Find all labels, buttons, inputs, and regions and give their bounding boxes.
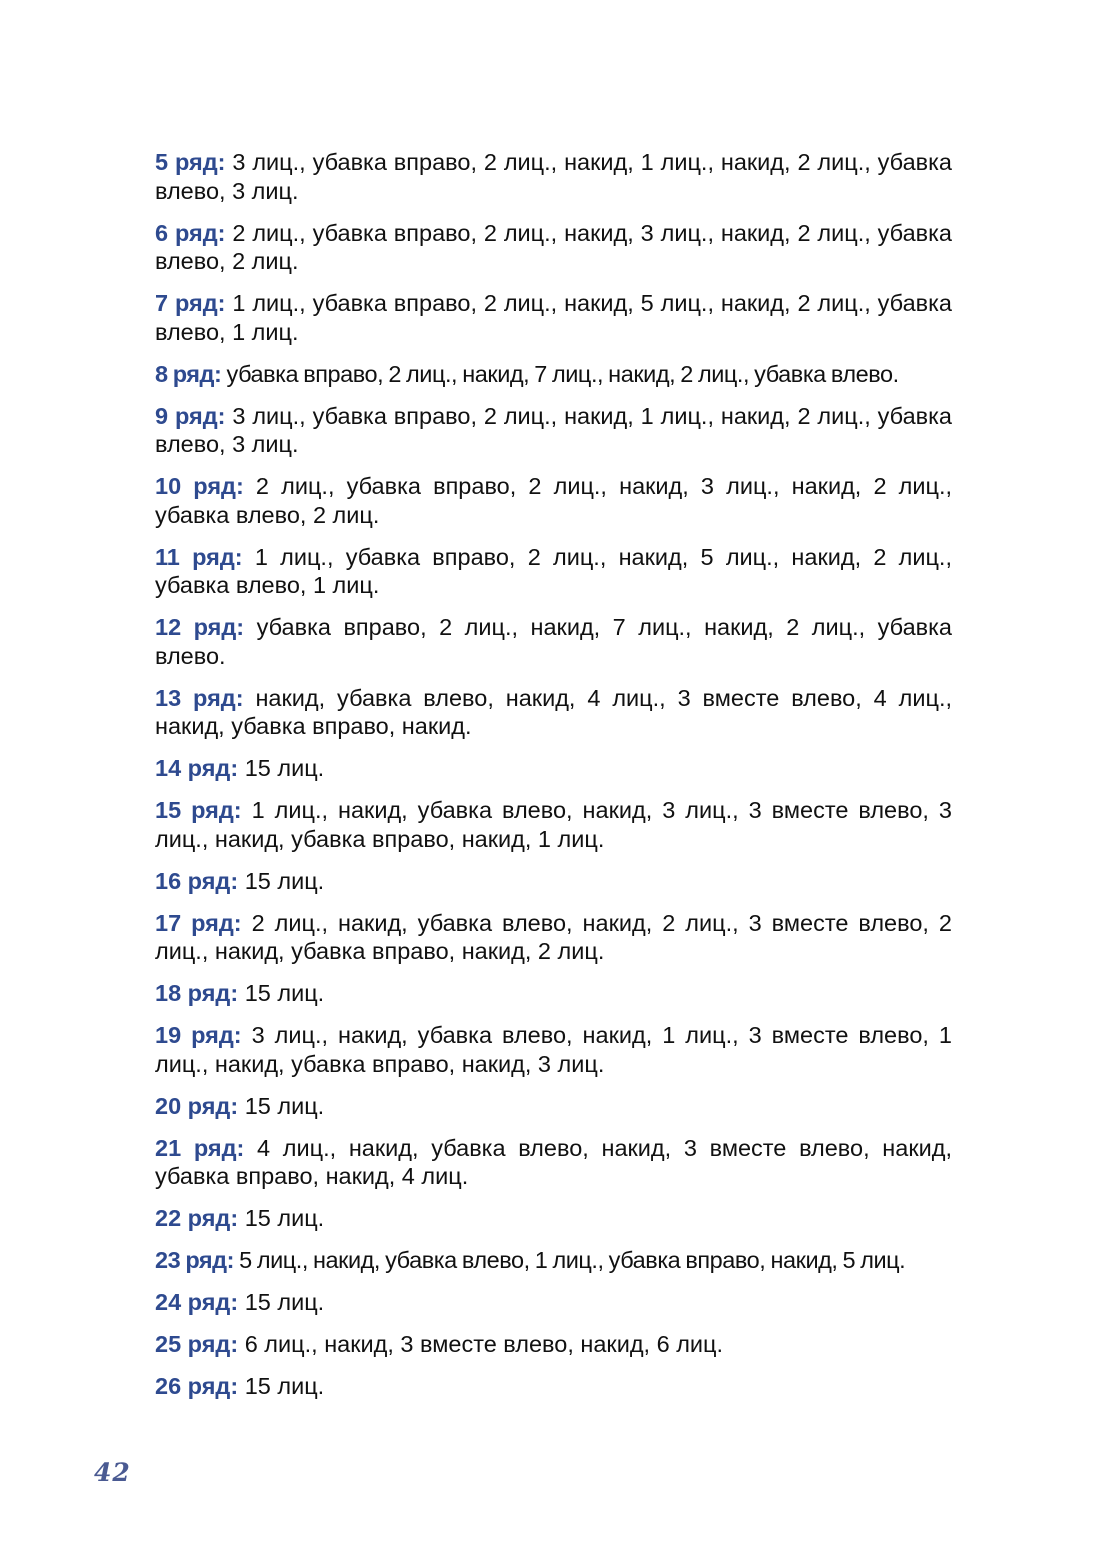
row-instruction (155, 1134, 952, 1191)
row-label: 5 ряд: (155, 149, 226, 175)
row-instruction (155, 754, 952, 783)
row-label: 9 ряд: (155, 402, 226, 429)
row-label: 24 ряд: (155, 1289, 239, 1315)
row-instruction (155, 684, 952, 741)
row-instruction (155, 360, 952, 389)
row-text: накид, убавка влево, накид, 4 лиц., 3 вместе влево, 4 лиц., накид, убавка вправо, накид. (155, 684, 952, 739)
row-instruction (155, 1288, 952, 1317)
row-text: 3 лиц., убавка вправо, 2 лиц., накид, 1 лиц., накид, 2 лиц., убавка влево, 3 лиц. (155, 402, 952, 457)
row-label: 11 ряд: (155, 543, 243, 570)
row-instruction (155, 1246, 952, 1275)
row-text: 3 лиц., убавка вправо, 2 лиц., накид, 1 лиц., накид, 2 лиц., убавка влево, 3 лиц. (155, 149, 952, 204)
row-text: 6 лиц., накид, 3 вместе влево, накид, 6 лиц. (244, 1331, 724, 1357)
row-text: 2 лиц., убавка вправо, 2 лиц., накид, 3 лиц., накид, 2 лиц., убавка влево, 2 лиц. (155, 473, 953, 528)
row-label: 23 ряд: (155, 1247, 235, 1273)
row-text: 3 лиц., накид, убавка влево, накид, 1 лиц., 3 вместе влево, 1 лиц., накид, убавка вправо, накид, 3 лиц. (155, 1022, 952, 1077)
row-instruction (155, 1330, 952, 1359)
row-instruction (155, 543, 952, 600)
row-instruction (155, 1372, 952, 1401)
row-instruction (155, 979, 952, 1008)
row-instruction (155, 796, 952, 853)
row-instruction (155, 909, 952, 966)
row-label: 26 ряд: (155, 1373, 239, 1399)
row-label: 19 ряд: (155, 1022, 242, 1048)
row-text: 15 лиц. (244, 1205, 325, 1231)
row-label: 8 ряд: (155, 360, 222, 387)
row-text: 5 лиц., накид, убавка влево, 1 лиц., убавка вправо, накид, 5 лиц. (239, 1247, 906, 1273)
row-label: 20 ряд: (155, 1092, 239, 1119)
row-instruction (155, 402, 952, 459)
row-label: 10 ряд: (155, 473, 244, 499)
row-text: убавка вправо, 2 лиц., накид, 7 лиц., накид, 2 лиц., убавка влево. (226, 360, 899, 387)
row-text: 15 лиц. (244, 1092, 325, 1119)
row-text: 15 лиц. (244, 1373, 325, 1399)
row-text: 15 лиц. (244, 1289, 325, 1315)
row-instruction (155, 1092, 952, 1121)
row-text: 4 лиц., накид, убавка влево, накид, 3 вместе влево, накид, убавка вправо, накид, 4 лиц. (155, 1134, 952, 1189)
row-text: 1 лиц., накид, убавка влево, накид, 3 лиц., 3 вместе влево, 3 лиц., накид, убавка вправо, накид, 1 лиц. (155, 797, 952, 852)
row-text: 1 лиц., убавка вправо, 2 лиц., накид, 5 лиц., накид, 2 лиц., убавка влево, 1 лиц. (155, 543, 952, 598)
row-instruction (155, 289, 952, 346)
row-instruction (155, 1204, 952, 1233)
row-text: 2 лиц., убавка вправо, 2 лиц., накид, 3 лиц., накид, 2 лиц., убавка влево, 2 лиц. (155, 219, 952, 274)
row-instruction (155, 613, 952, 670)
row-label: 12 ряд: (155, 614, 245, 640)
row-label: 17 ряд: (155, 909, 242, 936)
page-number: 42 (94, 1458, 131, 1487)
row-text: убавка вправо, 2 лиц., накид, 7 лиц., накид, 2 лиц., убавка влево. (155, 614, 952, 669)
row-label: 18 ряд: (155, 980, 239, 1006)
row-label: 14 ряд: (155, 755, 239, 781)
row-instruction (155, 148, 952, 205)
row-label: 25 ряд: (155, 1331, 239, 1357)
row-text: 15 лиц. (244, 980, 325, 1006)
row-instruction (155, 472, 952, 529)
row-text: 1 лиц., убавка вправо, 2 лиц., накид, 5 лиц., накид, 2 лиц., убавка влево, 1 лиц. (155, 290, 952, 345)
row-instruction (155, 867, 952, 896)
row-label: 6 ряд: (155, 219, 226, 246)
row-label: 15 ряд: (155, 797, 242, 823)
row-instruction (155, 1021, 952, 1078)
row-label: 13 ряд: (155, 684, 244, 711)
row-label: 21 ряд: (155, 1134, 245, 1161)
row-text: 15 лиц. (244, 867, 325, 894)
row-instruction (155, 219, 952, 276)
knitting-instructions (155, 148, 952, 1414)
row-text: 15 лиц. (244, 755, 325, 781)
row-label: 7 ряд: (155, 290, 226, 316)
row-text: 2 лиц., накид, убавка влево, накид, 2 лиц., 3 вместе влево, 2 лиц., накид, убавка вправо, накид, 2 лиц. (155, 909, 952, 964)
row-label: 22 ряд: (155, 1205, 239, 1231)
row-label: 16 ряд: (155, 867, 239, 894)
